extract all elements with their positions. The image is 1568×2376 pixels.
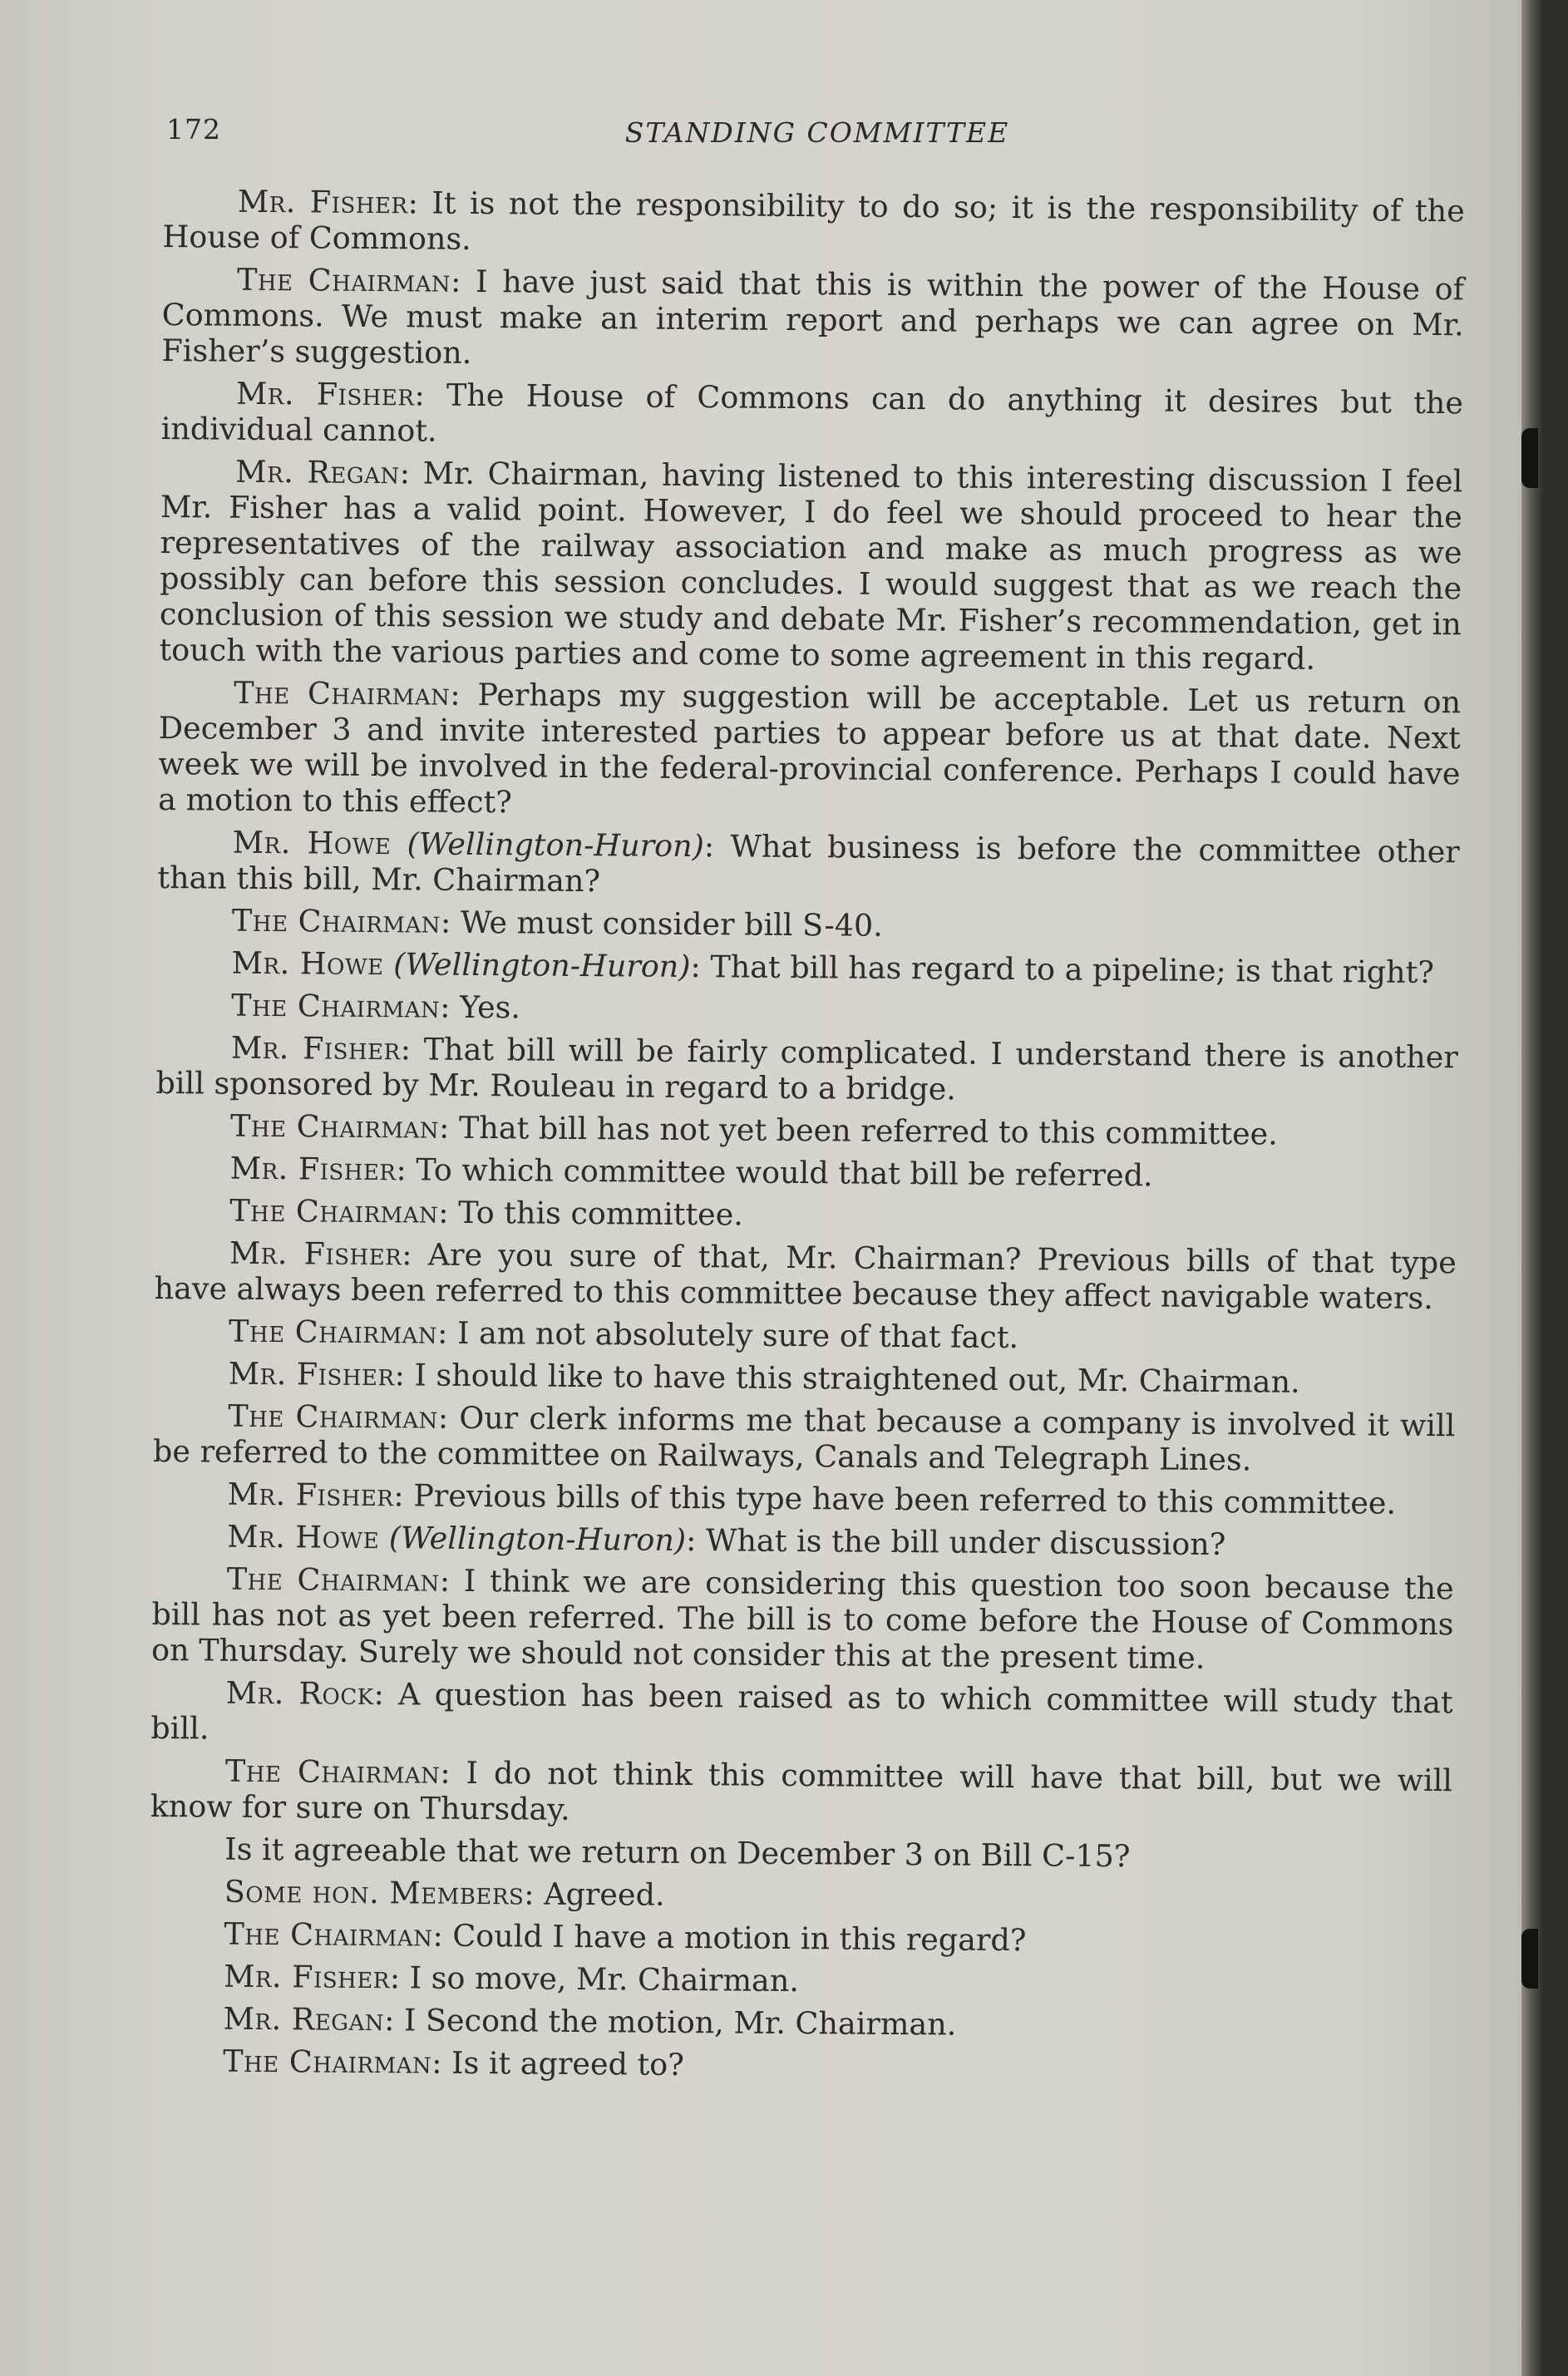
speech-paragraph: The Chairman: That bill has not yet been referred to this committee.: [229, 1107, 1279, 1152]
speech-text: I so move, Mr. Chairman.: [409, 1959, 800, 1999]
speech-text: Our clerk informs me that because a company is involved it will be referred to the committee on Railways, Canals and Telegraph Lines.: [152, 1399, 1456, 1478]
speech-paragraph: Mr. Fisher: I should like to have this straightened out, Mr. Chairman.: [228, 1355, 1300, 1400]
speech-text: Is it agreeable that we return on December 3 on Bill C-15?: [224, 1831, 1131, 1875]
speech-text: It is not the responsibility to do so; it is the responsibility of the House of Commons.: [162, 185, 1465, 257]
speaker-name: The Chairman: [236, 261, 451, 299]
speech-text: I do not think this committee will have that bill, but we will know for sure on Thursday.: [150, 1754, 1453, 1827]
speaker-name: The Chairman: [224, 1915, 433, 1954]
speaker-name: The Chairman: [229, 1192, 439, 1230]
speech-paragraph: The Chairman: I am not absolutely sure of that fact.: [228, 1313, 1019, 1356]
speech-paragraph: [150, 1831, 1452, 1876]
speech-text: Could I have a motion in this regard?: [452, 1917, 1027, 1959]
speech-text: I have just said that this is within the power of the House of Commons. We must make an interim report and perhaps we can agree on Mr. Fisher’s suggestion.: [161, 263, 1465, 371]
speech-text: I am not absolutely sure of that fact.: [456, 1314, 1019, 1356]
speech-text: What business is before the committee other than this bill, Mr. Chairman?: [157, 828, 1460, 900]
speaker-name: Mr. Regan: [223, 2000, 385, 2038]
running-title: STANDING COMMITTEE: [624, 116, 1010, 149]
speech-paragraph: Mr. Howe (Wellington-Huron): That bill has regard to a pipeline; is that right?: [231, 944, 1435, 991]
speaker-name: The Chairman: [224, 1752, 441, 1791]
speech-paragraph: The Chairman: Yes.: [231, 987, 521, 1026]
speech-text: To this committee.: [458, 1194, 744, 1233]
speech-text: I Second the motion, Mr. Chairman.: [403, 2002, 957, 2043]
speaker-name: The Chairman: [223, 2043, 432, 2081]
speech-paragraph: The Chairman: I do not think this committee will have that bill, but we will know for sure on Thursday.: [150, 1752, 1453, 1827]
speaker-name: Mr. Regan: [235, 453, 400, 491]
speech-text: I should like to have this straightened out, Mr. Chairman.: [414, 1357, 1300, 1400]
speech-paragraph: The Chairman: Could I have a motion in this regard?: [224, 1915, 1027, 1959]
speech-text: Are you sure of that, Mr. Chairman? Previous bills of that type have always been referred to this committee because they affect navigable waters.: [154, 1236, 1457, 1317]
speaker-name: The Chairman: [229, 1107, 440, 1146]
speaker-name: Mr. Fisher: [228, 1355, 395, 1393]
page-edge-shadow: [1521, 0, 1545, 2376]
speech-text: Perhaps my suggestion will be acceptable. Let us return on December 3 and invite interested parties to appear before us at that date. Next week we will be involved in the federal-provincial conference. Perhaps I could have a motion to this effect?: [158, 676, 1462, 821]
speech-text: That bill has not yet been referred to this committee.: [458, 1109, 1279, 1152]
speech-text: I think we are considering this question too soon because the bill has not as yet been referred. The bill is to come before the House of Commons on Thursday. Surely we should not consider this at the present time.: [150, 1562, 1454, 1676]
speech-text: Previous bills of this type have been referred to this committee.: [413, 1477, 1397, 1521]
speech-paragraph: The Chairman: I think we are considering this question too soon because the bill has not as yet been referred. The bill is to come before the House of Commons on Thursday. Surely we should not consider this at the present time.: [150, 1560, 1454, 1676]
speech-paragraph: Mr. Fisher: Are you sure of that, Mr. Chairman? Previous bills of that type have always been referred to this committee because they affect navigable waters.: [154, 1235, 1457, 1317]
speaker-name: The Chairman: [234, 674, 451, 712]
page-number: 172: [166, 113, 221, 145]
speaker-name: The Chairman: [231, 987, 441, 1025]
speech-paragraph: The Chairman: Is it agreed to?: [223, 2043, 684, 2083]
speech-text: Yes.: [459, 988, 521, 1026]
speaker-name: Mr. Fisher: [235, 375, 415, 413]
speaker-name: Mr. Fisher: [230, 1029, 401, 1067]
speech-paragraph: Mr. Howe (Wellington-Huron): What is the bill under discussion?: [227, 1518, 1226, 1563]
page-header: [166, 113, 1468, 163]
speech-paragraph: Mr. Fisher: The House of Commons can do anything it desires but the individual cannot.: [160, 375, 1464, 449]
speech-paragraph: Mr. Rock: A question has been raised as to which committee will study that bill.: [150, 1674, 1453, 1747]
speech-paragraph: The Chairman: Perhaps my suggestion will be acceptable. Let us return on December 3 and invite interested parties to appear before us at that date. Next week we will be involved in the federal-provincial conference. Perhaps I could have a motion to this effect?: [158, 674, 1462, 821]
speaker-riding: (Wellington-Huron): [388, 1520, 687, 1558]
speech-text: The House of Commons can do anything it desires but the individual cannot.: [160, 377, 1464, 449]
speech-paragraph: Some hon. Members: Agreed.: [224, 1873, 665, 1913]
speech-paragraph: Mr. Regan: Mr. Chairman, having listened to this interesting discussion I feel Mr. Fisher has a valid point. However, I do feel we should proceed to hear the representatives of the railway association and make as much progress as we possibly can before this session concludes. I would suggest that as we reach the conclusion of this session we study and debate Mr. Fisher’s recommendation, get in touch with the various parties and come to some agreement in this regard.: [159, 453, 1463, 677]
speaker-riding: (Wellington-Huron): [407, 826, 705, 865]
speech-text: We must consider bill S-40.: [460, 904, 883, 944]
speech-paragraph: The Chairman: I have just said that this is within the power of the House of Commons. We must make an interim report and perhaps we can agree on Mr. Fisher’s suggestion.: [161, 261, 1465, 371]
speech-text: Mr. Chairman, having listened to this interesting discussion I feel Mr. Fisher has a valid point. However, I do feel we should proceed to hear the representatives of the railway association and make as much progress as we possibly can before this session concludes. I would suggest that as we reach the conclusion of this session we study and debate Mr. Fisher’s recommendation, get in touch with the various parties and come to some agreement in this regard.: [159, 455, 1463, 677]
speech-text: A question has been raised as to which committee will study that bill.: [150, 1676, 1453, 1747]
speech-paragraph: Mr. Fisher: It is not the responsibility to do so; it is the responsibility of the House of Commons.: [162, 183, 1465, 257]
speech-text: To which committee would that bill be referred.: [416, 1151, 1153, 1194]
speech-paragraph: Mr. Fisher: Previous bills of this type have been referred to this committee.: [227, 1476, 1397, 1521]
speaker-name: Mr. Howe: [227, 1518, 380, 1556]
speaker-name: The Chairman: [228, 1313, 438, 1351]
speaker-name: Mr. Rock: [225, 1674, 374, 1713]
binding-mark: [1521, 428, 1538, 488]
speech-text: Agreed.: [544, 1876, 665, 1913]
speaker-name: Mr. Fisher: [223, 1958, 391, 1996]
transcript-body: [148, 183, 1465, 2095]
speech-text: What is the bill under discussion?: [705, 1522, 1226, 1563]
speech-paragraph: Mr. Fisher: To which committee would that bill be referred.: [229, 1150, 1153, 1194]
speech-paragraph: Mr. Fisher: I so move, Mr. Chairman.: [223, 1958, 800, 1999]
speech-text: That bill has regard to a pipeline; is that right?: [710, 949, 1435, 991]
speech-paragraph: The Chairman: To this committee.: [229, 1192, 744, 1233]
speaker-riding: (Wellington-Huron): [393, 946, 691, 985]
speech-paragraph: Mr. Howe (Wellington-Huron): What business is before the committee other than this bill, Mr. Chairman?: [157, 824, 1460, 900]
speaker-name: The Chairman: [226, 1560, 441, 1599]
speech-paragraph: Mr. Fisher: That bill will be fairly complicated. I understand there is another bill sponsored by Mr. Rouleau in regard to a bridge.: [155, 1029, 1458, 1107]
binding-mark: [1521, 1929, 1538, 1989]
speaker-name: The Chairman: [231, 902, 441, 940]
speech-paragraph: Mr. Regan: I Second the motion, Mr. Chairman.: [223, 2000, 957, 2043]
speaker-name: Mr. Fisher: [237, 183, 408, 221]
speaker-name: Some hon. Members: [224, 1873, 525, 1912]
speaker-name: Mr. Fisher: [227, 1476, 394, 1514]
speech-text: That bill will be fairly complicated. I understand there is another bill sponsored by Mr. Rouleau in regard to a bridge.: [155, 1031, 1458, 1107]
speech-paragraph: The Chairman: We must consider bill S-40.: [231, 902, 883, 944]
speaker-name: Mr. Howe: [232, 824, 392, 862]
speech-text: Is it agreed to?: [451, 2044, 684, 2083]
speech-paragraph: The Chairman: Our clerk informs me that because a company is involved it will be referred to the committee on Railways, Canals and Telegraph Lines.: [152, 1398, 1456, 1478]
speaker-name: Mr. Howe: [231, 944, 384, 983]
speaker-name: Mr. Fisher: [229, 1150, 397, 1188]
speaker-name: The Chairman: [228, 1398, 439, 1436]
speaker-name: Mr. Fisher: [229, 1235, 402, 1273]
